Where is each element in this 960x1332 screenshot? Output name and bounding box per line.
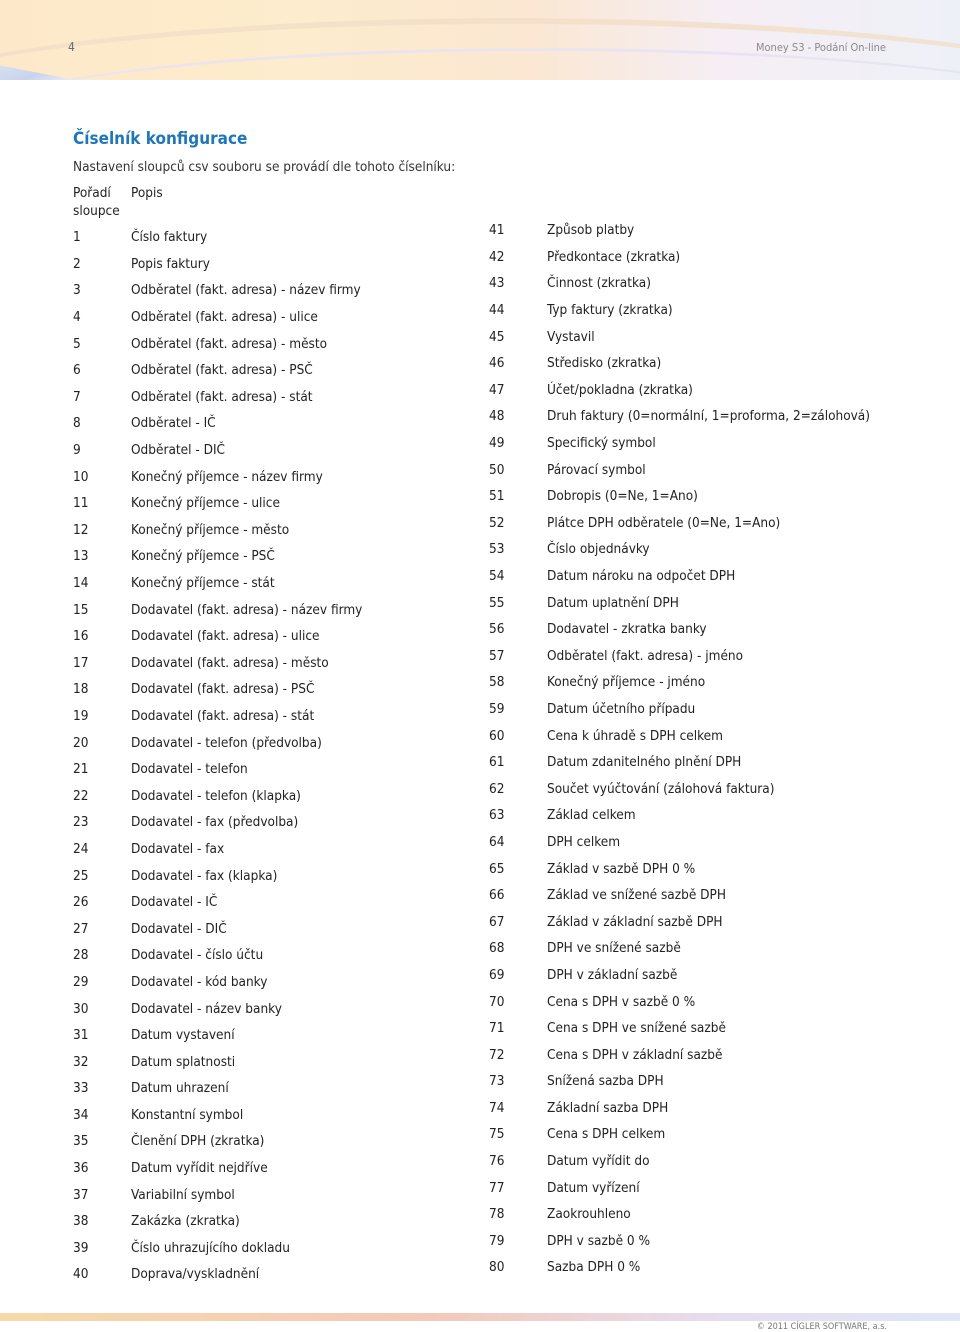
item-description: Konstantní symbol (131, 1106, 244, 1123)
item-description: Číslo uhrazujícího dokladu (131, 1239, 290, 1256)
list-item (73, 277, 362, 304)
intro-text: Nastavení sloupců csv souboru se provádí dle tohoto číselníku: (73, 159, 456, 175)
item-description: Dodavatel - fax (klapka) (131, 867, 278, 884)
list-item (73, 1075, 362, 1102)
item-description: Dodavatel (fakt. adresa) - ulice (131, 628, 320, 645)
item-number: 63 (489, 807, 505, 824)
item-number: 59 (489, 700, 505, 717)
item-number: 21 (73, 761, 89, 778)
item-description: Datum vystavení (131, 1027, 235, 1044)
item-description: Datum vyřízení (547, 1179, 640, 1196)
item-description: Datum účetního případu (547, 700, 696, 717)
item-number: 28 (73, 947, 89, 964)
item-description: Předkontace (zkratka) (547, 248, 681, 265)
item-description: Základ v sazbě DPH 0 % (547, 860, 696, 877)
item-number: 51 (489, 488, 505, 505)
list-item (73, 251, 362, 278)
item-description: Datum uhrazení (131, 1080, 229, 1097)
list-item (489, 1201, 870, 1228)
item-description: Typ faktury (zkratka) (547, 302, 673, 319)
item-number: 26 (73, 894, 89, 911)
list-item (73, 889, 362, 916)
item-description: Odběratel (fakt. adresa) - ulice (131, 309, 318, 326)
list-item (73, 437, 362, 464)
item-number: 13 (73, 548, 89, 565)
list-item (489, 563, 870, 590)
item-number: 35 (73, 1133, 89, 1150)
item-description: Základ v základní sazbě DPH (547, 913, 723, 930)
list-item (489, 1121, 870, 1148)
item-description: Konečný příjemce - jméno (547, 674, 706, 691)
list-item (73, 1208, 362, 1235)
column-list-left (73, 224, 362, 1288)
item-description: Druh faktury (0=normální, 1=proforma, 2=zálohová) (547, 408, 870, 425)
item-number: 61 (489, 754, 505, 771)
item-number: 41 (489, 222, 505, 239)
item-description: Odběratel (fakt. adresa) - název firmy (131, 282, 361, 299)
item-number: 36 (73, 1160, 89, 1177)
item-description: Odběratel (fakt. adresa) - jméno (547, 647, 744, 664)
list-item (73, 517, 362, 544)
item-number: 8 (73, 415, 81, 432)
item-number: 73 (489, 1073, 505, 1090)
item-description: Členění DPH (zkratka) (131, 1133, 265, 1150)
list-item (73, 809, 362, 836)
item-number: 64 (489, 833, 505, 850)
item-number: 77 (489, 1179, 505, 1196)
item-number: 78 (489, 1206, 505, 1223)
page-number: 4 (68, 40, 75, 54)
item-number: 79 (489, 1232, 505, 1249)
item-description: Účet/pokladna (zkratka) (547, 381, 693, 398)
item-description: Datum vyřídit do (547, 1153, 650, 1170)
item-description: Způsob platby (547, 222, 635, 239)
item-description: Číslo faktury (131, 229, 208, 246)
item-number: 30 (73, 1000, 89, 1017)
item-description: Datum nároku na odpočet DPH (547, 568, 736, 585)
item-description: Dodavatel (fakt. adresa) - PSČ (131, 681, 315, 698)
item-description: Základ celkem (547, 807, 636, 824)
list-item (489, 244, 870, 271)
list-item (73, 570, 362, 597)
list-item (489, 456, 870, 483)
item-number: 34 (73, 1106, 89, 1123)
list-item (73, 543, 362, 570)
item-number: 19 (73, 707, 89, 724)
list-item (73, 650, 362, 677)
list-item (73, 1048, 362, 1075)
list-item (73, 1261, 362, 1288)
list-item (489, 988, 870, 1015)
item-number: 62 (489, 780, 505, 797)
item-number: 12 (73, 521, 89, 538)
list-item (489, 403, 870, 430)
item-number: 58 (489, 674, 505, 691)
item-description: DPH celkem (547, 833, 621, 850)
item-description: Dodavatel - název banky (131, 1000, 282, 1017)
item-description: Dodavatel - telefon (131, 761, 248, 778)
item-description: Sazba DPH 0 % (547, 1259, 641, 1276)
item-number: 76 (489, 1153, 505, 1170)
item-number: 3 (73, 282, 81, 299)
item-number: 74 (489, 1099, 505, 1116)
item-description: Číslo objednávky (547, 541, 650, 558)
item-description: Středisko (zkratka) (547, 355, 662, 372)
item-description: Dodavatel - kód banky (131, 973, 268, 990)
item-description: Odběratel (fakt. adresa) - město (131, 335, 328, 352)
list-item (73, 596, 362, 623)
item-description: Dodavatel - fax (předvolba) (131, 814, 299, 831)
list-item (489, 510, 870, 537)
list-item (73, 729, 362, 756)
item-number: 66 (489, 887, 505, 904)
list-item (489, 430, 870, 457)
item-description: Základ ve snížené sazbě DPH (547, 887, 726, 904)
item-description: Datum uplatnění DPH (547, 594, 679, 611)
list-item (489, 882, 870, 909)
list-item (489, 1041, 870, 1068)
item-description: Činnost (zkratka) (547, 275, 651, 292)
list-item (73, 915, 362, 942)
item-number: 80 (489, 1259, 505, 1276)
list-item (489, 908, 870, 935)
item-number: 20 (73, 734, 89, 751)
item-number: 65 (489, 860, 505, 877)
list-item (489, 1254, 870, 1281)
item-number: 31 (73, 1027, 89, 1044)
item-description: Cena s DPH v základní sazbě (547, 1046, 723, 1063)
list-item (73, 1155, 362, 1182)
item-description: Konečný příjemce - název firmy (131, 468, 323, 485)
list-item (73, 463, 362, 490)
item-number: 37 (73, 1186, 89, 1203)
item-description: Doprava/vyskladnění (131, 1266, 260, 1283)
item-number: 38 (73, 1213, 89, 1230)
item-description: Konečný příjemce - PSČ (131, 548, 275, 565)
item-description: Konečný příjemce - stát (131, 575, 275, 592)
item-description: Dodavatel - telefon (klapka) (131, 787, 301, 804)
list-item (489, 775, 870, 802)
list-item (73, 676, 362, 703)
item-description: Dodavatel - IČ (131, 894, 218, 911)
list-item (489, 483, 870, 510)
list-item (489, 270, 870, 297)
list-item (73, 969, 362, 996)
item-description: Zaokrouhleno (547, 1206, 631, 1223)
list-item (489, 643, 870, 670)
item-number: 52 (489, 514, 505, 531)
item-description: Odběratel - IČ (131, 415, 216, 432)
list-item (73, 490, 362, 517)
item-number: 22 (73, 787, 89, 804)
list-item (73, 1102, 362, 1129)
item-description: Zakázka (zkratka) (131, 1213, 240, 1230)
item-description: DPH v sazbě 0 % (547, 1232, 651, 1249)
item-number: 18 (73, 681, 89, 698)
item-description: Datum zdanitelného plnění DPH (547, 754, 742, 771)
list-item (73, 1235, 362, 1262)
list-item (73, 782, 362, 809)
item-description: Dodavatel (fakt. adresa) - město (131, 654, 329, 671)
list-item (73, 384, 362, 411)
item-description: Dodavatel (fakt. adresa) - název firmy (131, 601, 363, 618)
list-item (73, 995, 362, 1022)
item-number: 67 (489, 913, 505, 930)
item-description: Základní sazba DPH (547, 1099, 669, 1116)
list-item (489, 722, 870, 749)
item-description: Specifický symbol (547, 435, 656, 452)
list-item (73, 703, 362, 730)
item-description: DPH ve snížené sazbě (547, 940, 681, 957)
item-description: Datum vyřídit nejdříve (131, 1160, 268, 1177)
item-number: 39 (73, 1239, 89, 1256)
item-description: Cena s DPH v sazbě 0 % (547, 993, 696, 1010)
item-number: 54 (489, 568, 505, 585)
item-number: 45 (489, 328, 505, 345)
item-number: 57 (489, 647, 505, 664)
item-description: Dodavatel - číslo účtu (131, 947, 264, 964)
list-item (489, 749, 870, 776)
item-number: 42 (489, 248, 505, 265)
item-description: Párovací symbol (547, 461, 646, 478)
item-number: 46 (489, 355, 505, 372)
list-item (489, 616, 870, 643)
item-number: 69 (489, 966, 505, 983)
item-description: Snížená sazba DPH (547, 1073, 664, 1090)
list-item (489, 669, 870, 696)
list-item (73, 1181, 362, 1208)
list-item (489, 323, 870, 350)
list-item (489, 935, 870, 962)
item-description: Dodavatel - fax (131, 840, 225, 857)
item-number: 1 (73, 229, 81, 246)
item-number: 75 (489, 1126, 505, 1143)
item-number: 44 (489, 302, 505, 319)
item-description: Cena s DPH ve snížené sazbě (547, 1020, 726, 1037)
item-description: Dodavatel (fakt. adresa) - stát (131, 707, 315, 724)
list-item (73, 304, 362, 331)
list-item (73, 756, 362, 783)
item-number: 50 (489, 461, 505, 478)
list-item (73, 357, 362, 384)
item-description: Popis faktury (131, 255, 210, 272)
item-number: 60 (489, 727, 505, 744)
list-item (489, 297, 870, 324)
item-number: 33 (73, 1080, 89, 1097)
item-description: Odběratel (fakt. adresa) - PSČ (131, 362, 313, 379)
item-description: DPH v základní sazbě (547, 966, 678, 983)
item-description: Dodavatel - telefon (předvolba) (131, 734, 322, 751)
list-item (489, 350, 870, 377)
item-number: 15 (73, 601, 89, 618)
item-number: 68 (489, 940, 505, 957)
list-item (489, 536, 870, 563)
list-item (73, 623, 362, 650)
item-number: 7 (73, 388, 81, 405)
item-number: 25 (73, 867, 89, 884)
item-number: 2 (73, 255, 81, 272)
list-item (489, 829, 870, 856)
item-description: Konečný příjemce - ulice (131, 495, 280, 512)
list-item (489, 802, 870, 829)
list-item (73, 1128, 362, 1155)
item-number: 53 (489, 541, 505, 558)
copyright: © 2011 CÍGLER SOFTWARE, a.s. (756, 1322, 887, 1332)
item-number: 70 (489, 993, 505, 1010)
item-number: 72 (489, 1046, 505, 1063)
item-description: Vystavil (547, 328, 595, 345)
list-item (73, 836, 362, 863)
list-item (489, 855, 870, 882)
item-number: 48 (489, 408, 505, 425)
item-number: 9 (73, 442, 81, 459)
item-number: 43 (489, 275, 505, 292)
item-number: 10 (73, 468, 89, 485)
item-number: 16 (73, 628, 89, 645)
item-number: 32 (73, 1053, 89, 1070)
item-number: 56 (489, 621, 505, 638)
list-item (489, 962, 870, 989)
item-number: 4 (73, 309, 81, 326)
item-description: Dobropis (0=Ne, 1=Ano) (547, 488, 698, 505)
item-number: 11 (73, 495, 89, 512)
section-title: Číselník konfigurace (73, 129, 248, 149)
list-item (73, 330, 362, 357)
document-title: Money S3 - Podání On-line (755, 41, 886, 54)
list-item (489, 1095, 870, 1122)
item-description: Konečný příjemce - město (131, 521, 290, 538)
item-description: Variabilní symbol (131, 1186, 235, 1203)
list-item (489, 1068, 870, 1095)
item-description: Datum splatnosti (131, 1053, 236, 1070)
list-item (489, 1148, 870, 1175)
item-description: Cena k úhradě s DPH celkem (547, 727, 723, 744)
item-description: Plátce DPH odběratele (0=Ne, 1=Ano) (547, 514, 781, 531)
footer-band (0, 1313, 960, 1321)
list-item (489, 1174, 870, 1201)
list-item (489, 589, 870, 616)
item-number: 49 (489, 435, 505, 452)
item-number: 27 (73, 920, 89, 937)
item-description: Dodavatel - DIČ (131, 920, 227, 937)
column-header-order: Pořadí sloupce (73, 185, 120, 219)
list-item (73, 942, 362, 969)
item-description: Dodavatel - zkratka banky (547, 621, 707, 638)
column-header-description: Popis (131, 185, 163, 201)
item-number: 23 (73, 814, 89, 831)
item-number: 55 (489, 594, 505, 611)
item-number: 17 (73, 654, 89, 671)
header-band (0, 0, 960, 80)
column-list-right (489, 217, 870, 1281)
item-number: 6 (73, 362, 81, 379)
item-number: 40 (73, 1266, 89, 1283)
item-description: Odběratel - DIČ (131, 442, 226, 459)
list-item (489, 1015, 870, 1042)
item-description: Odběratel (fakt. adresa) - stát (131, 388, 313, 405)
item-description: Součet vyúčtování (zálohová faktura) (547, 780, 775, 797)
list-item (73, 410, 362, 437)
list-item (73, 224, 362, 251)
item-number: 71 (489, 1020, 505, 1037)
list-item (73, 1022, 362, 1049)
list-item (489, 377, 870, 404)
list-item (489, 696, 870, 723)
item-description: Cena s DPH celkem (547, 1126, 666, 1143)
item-number: 47 (489, 381, 505, 398)
list-item (489, 217, 870, 244)
list-item (73, 862, 362, 889)
list-item (489, 1228, 870, 1255)
item-number: 14 (73, 575, 89, 592)
item-number: 24 (73, 840, 89, 857)
item-number: 29 (73, 973, 89, 990)
item-number: 5 (73, 335, 81, 352)
